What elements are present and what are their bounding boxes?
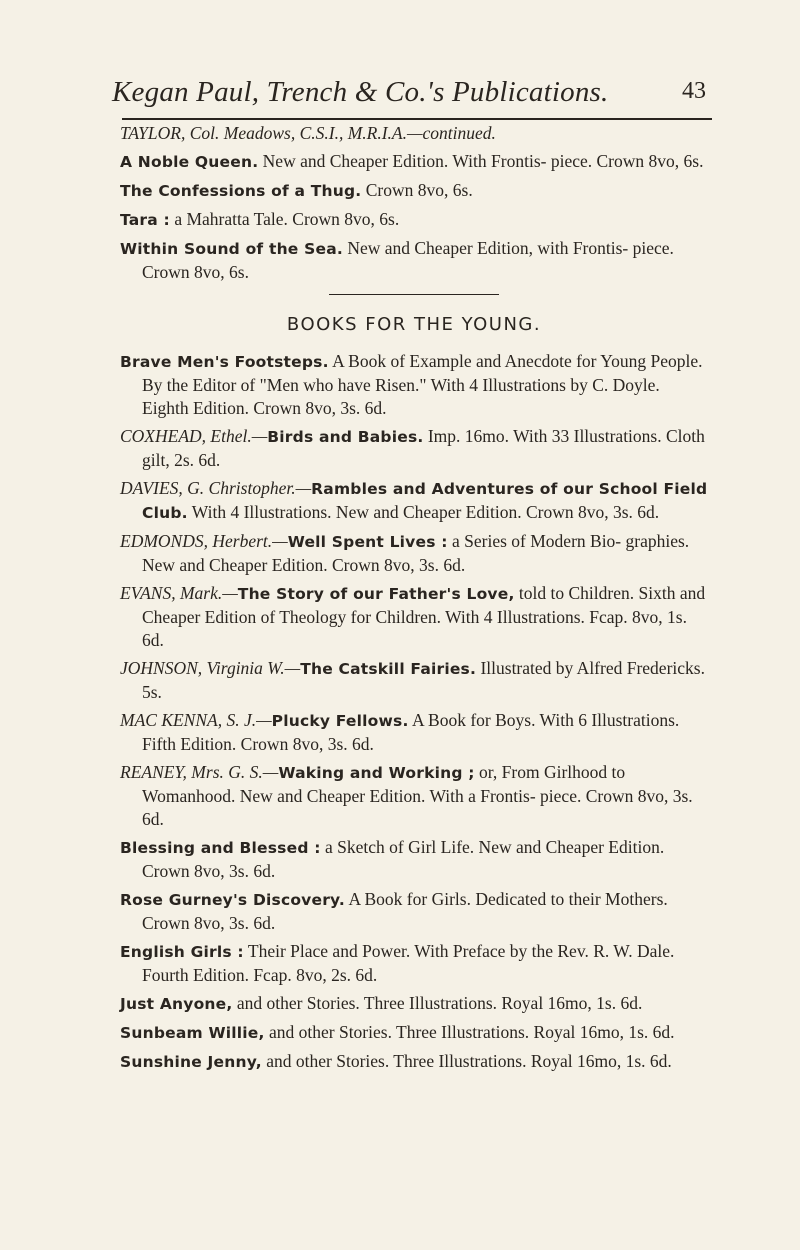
book-title: Brave Men's Footsteps.: [120, 353, 329, 371]
book-details: a Mahratta Tale. Crown 8vo, 6s.: [174, 209, 400, 229]
book-details: Their Place and Power. With Preface by the Rev. R. W. Dale. Fourth Edition. Fcap. 8vo, 2s. 6d.: [142, 941, 675, 985]
book-entry: [120, 350, 708, 420]
book-entry: [120, 208, 708, 232]
book-details: Illustrated by Alfred Fredericks. 5s.: [142, 658, 705, 702]
book-entry: [120, 530, 708, 577]
author-name: JOHNSON, Virginia W.—: [120, 658, 301, 678]
book-entry: [120, 425, 708, 472]
book-entry: [120, 940, 708, 987]
book-title: A Noble Queen.: [120, 153, 259, 171]
author-name: DAVIES, G. Christopher.—: [120, 478, 312, 498]
book-details: told to Children. Sixth and Cheaper Edition of Theology for Children. With 4 Illustrations. Fcap. 8vo, 1s. 6d.: [142, 583, 706, 650]
book-title: The Confessions of a Thug.: [120, 182, 362, 200]
book-title: The Story of our Father's Love,: [237, 585, 515, 603]
section-divider: [329, 294, 499, 295]
page-header: [112, 66, 712, 114]
book-title: English Girls :: [120, 943, 244, 961]
author-name: EVANS, Mark.—: [120, 583, 238, 603]
book-details: Crown 8vo, 6s.: [365, 180, 473, 200]
book-details: or, From Girlhood to Womanhood. New and Cheaper Edition. With a Frontis- piece. Crown 8vo, 3s. 6d.: [142, 762, 693, 829]
book-details: and other Stories. Three Illustrations. Royal 16mo, 1s. 6d.: [266, 1051, 672, 1071]
book-details: and other Stories. Three Illustrations. Royal 16mo, 1s. 6d.: [236, 993, 643, 1013]
book-entry: [120, 657, 708, 704]
author-name: MAC KENNA, S. J.—: [120, 710, 272, 730]
author-name: COXHEAD, Ethel.—: [120, 426, 268, 446]
author-name: EDMONDS, Herbert.—: [120, 531, 288, 551]
book-title: Well Spent Lives :: [287, 533, 448, 551]
book-entry: [120, 237, 708, 284]
book-title: Sunbeam Willie,: [120, 1024, 265, 1042]
book-details: A Book for Boys. With 6 Illustrations. Fifth Edition. Crown 8vo, 3s. 6d.: [142, 710, 680, 754]
section-title: BOOKS FOR THE YOUNG.: [286, 314, 542, 335]
book-details: A Book for Girls. Dedicated to their Mothers. Crown 8vo, 3s. 6d.: [142, 889, 668, 933]
book-entry: [120, 1050, 708, 1074]
book-title: Just Anyone,: [120, 995, 233, 1013]
header-rule: [122, 118, 712, 120]
book-details: Imp. 16mo. With 33 Illustrations. Cloth gilt, 2s. 6d.: [142, 426, 705, 470]
book-title: Rambles and Adventures of our School Field Club.: [142, 480, 708, 522]
book-title: Within Sound of the Sea.: [120, 240, 343, 258]
running-title: Kegan Paul, Trench & Co.'s Publications.: [112, 76, 609, 108]
catalogue-body: [120, 122, 708, 1079]
book-title: The Catskill Fairies.: [300, 660, 477, 678]
book-entry: [120, 761, 708, 831]
book-entry: [120, 179, 708, 203]
book-entry: [120, 888, 708, 935]
page-number: 43: [682, 78, 706, 104]
book-title: Blessing and Blessed :: [120, 839, 321, 857]
book-entry: [120, 1021, 708, 1045]
book-title: Birds and Babies.: [267, 428, 424, 446]
book-title: Sunshine Jenny,: [120, 1053, 262, 1071]
author-name: REANEY, Mrs. G. S.—: [120, 762, 279, 782]
book-details: New and Cheaper Edition, with Frontis- piece. Crown 8vo, 6s.: [142, 238, 674, 282]
book-entry: [120, 836, 708, 883]
book-title: Plucky Fellows.: [271, 712, 409, 730]
book-details: and other Stories. Three Illustrations. Royal 16mo, 1s. 6d.: [268, 1022, 675, 1042]
book-entry: [120, 477, 708, 525]
book-details: a Sketch of Girl Life. New and Cheaper Edition. Crown 8vo, 3s. 6d.: [142, 837, 665, 881]
book-details: a Series of Modern Bio- graphies. New and Cheaper Edition. Crown 8vo, 3s. 6d.: [142, 531, 690, 575]
book-title: Tara :: [120, 211, 170, 229]
book-details: New and Cheaper Edition. With Frontis- piece. Crown 8vo, 6s.: [262, 151, 704, 171]
book-title: Rose Gurney's Discovery.: [120, 891, 346, 909]
book-title: Waking and Working ;: [278, 764, 475, 782]
book-entry: [120, 709, 708, 756]
book-details: A Book of Example and Anecdote for Young People. By the Editor of "Men who have Risen." With 4 Illustrations by C. Doyle. Eighth Edition. Crown 8vo, 3s. 6d.: [142, 351, 703, 418]
book-entry: [120, 582, 708, 652]
book-details: With 4 Illustrations. New and Cheaper Edition. Crown 8vo, 3s. 6d.: [191, 502, 660, 522]
book-entry: [120, 992, 708, 1016]
author-heading: TAYLOR, Col. Meadows, C.S.I., M.R.I.A.—continued.: [120, 123, 496, 143]
book-entry: [120, 150, 708, 174]
